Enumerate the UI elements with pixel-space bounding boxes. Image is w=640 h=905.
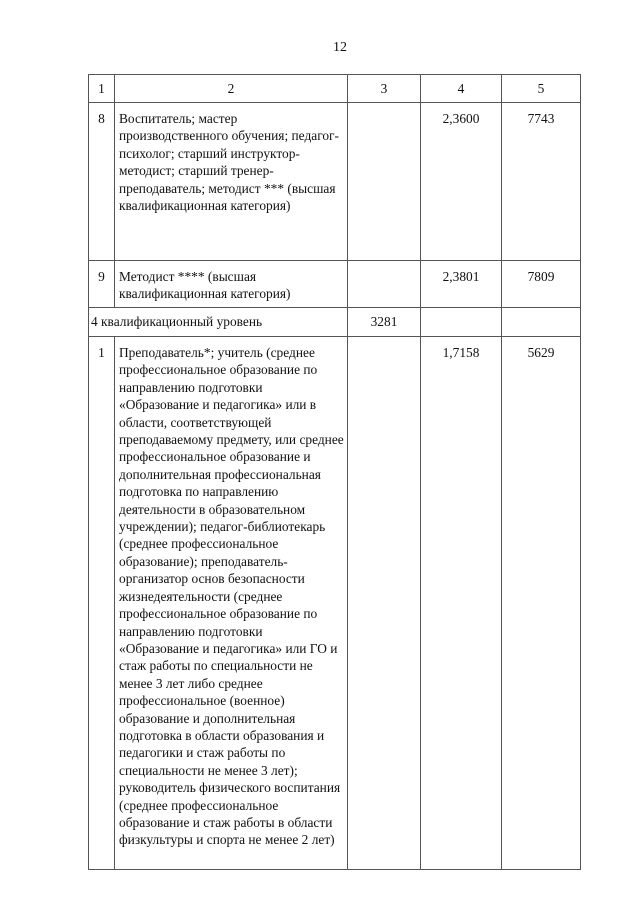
salary-value: 7743 xyxy=(502,103,581,261)
row-number: 1 xyxy=(89,337,115,870)
table-row xyxy=(89,261,581,308)
empty-cell xyxy=(421,308,502,337)
header-cell: 5 xyxy=(502,75,581,103)
position-name: Преподаватель*; учитель (среднее профессиональное образование по направлению подготовки «Образование и педагогика» или в области, соответствующей преподаваемому предмету, или среднее профессиональное образование и дополнительная профессиональная подготовка по направлению деятельности в образовательном учреждении); педагог-библиотекарь (среднее профессиональное образование); преподаватель-организатор основ безопасности жизнедеятельности (среднее профессиональное образование по направлению подготовки «Образование и педагогика» или ГО и стаж работы по специальности не менее 3 лет либо среднее профессиональное (военное) образование и дополнительная подготовка в области образования и педагогики и стаж работы по специальности не менее 3 лет); руководитель физического воспитания (среднее профессиональное образование и стаж работы в области физкультуры и спорта не менее 2 лет) xyxy=(115,337,348,870)
header-cell: 1 xyxy=(89,75,115,103)
coefficient: 1,7158 xyxy=(421,337,502,870)
base-salary xyxy=(348,261,421,308)
base-salary xyxy=(348,103,421,261)
qualification-level-row xyxy=(89,308,581,337)
table-header-row xyxy=(89,75,581,103)
empty-cell xyxy=(502,308,581,337)
header-cell: 2 xyxy=(115,75,348,103)
coefficient: 2,3600 xyxy=(421,103,502,261)
qualification-level-base-salary: 3281 xyxy=(348,308,421,337)
table-row xyxy=(89,103,581,261)
header-cell: 3 xyxy=(348,75,421,103)
header-cell: 4 xyxy=(421,75,502,103)
position-name: Методист **** (высшая квалификационная категория) xyxy=(115,261,348,308)
position-name: Воспитатель; мастер производственного обучения; педагог-психолог; старший инструктор-методист; старший тренер-преподаватель; методист *** (высшая квалификационная категория) xyxy=(115,103,348,261)
base-salary xyxy=(348,337,421,870)
salary-value: 7809 xyxy=(502,261,581,308)
salary-table xyxy=(88,74,581,870)
salary-value: 5629 xyxy=(502,337,581,870)
row-number: 8 xyxy=(89,103,115,261)
table-row xyxy=(89,337,581,870)
coefficient: 2,3801 xyxy=(421,261,502,308)
qualification-level-label: 4 квалификационный уровень xyxy=(89,308,348,337)
page-number: 12 xyxy=(333,40,347,55)
row-number: 9 xyxy=(89,261,115,308)
